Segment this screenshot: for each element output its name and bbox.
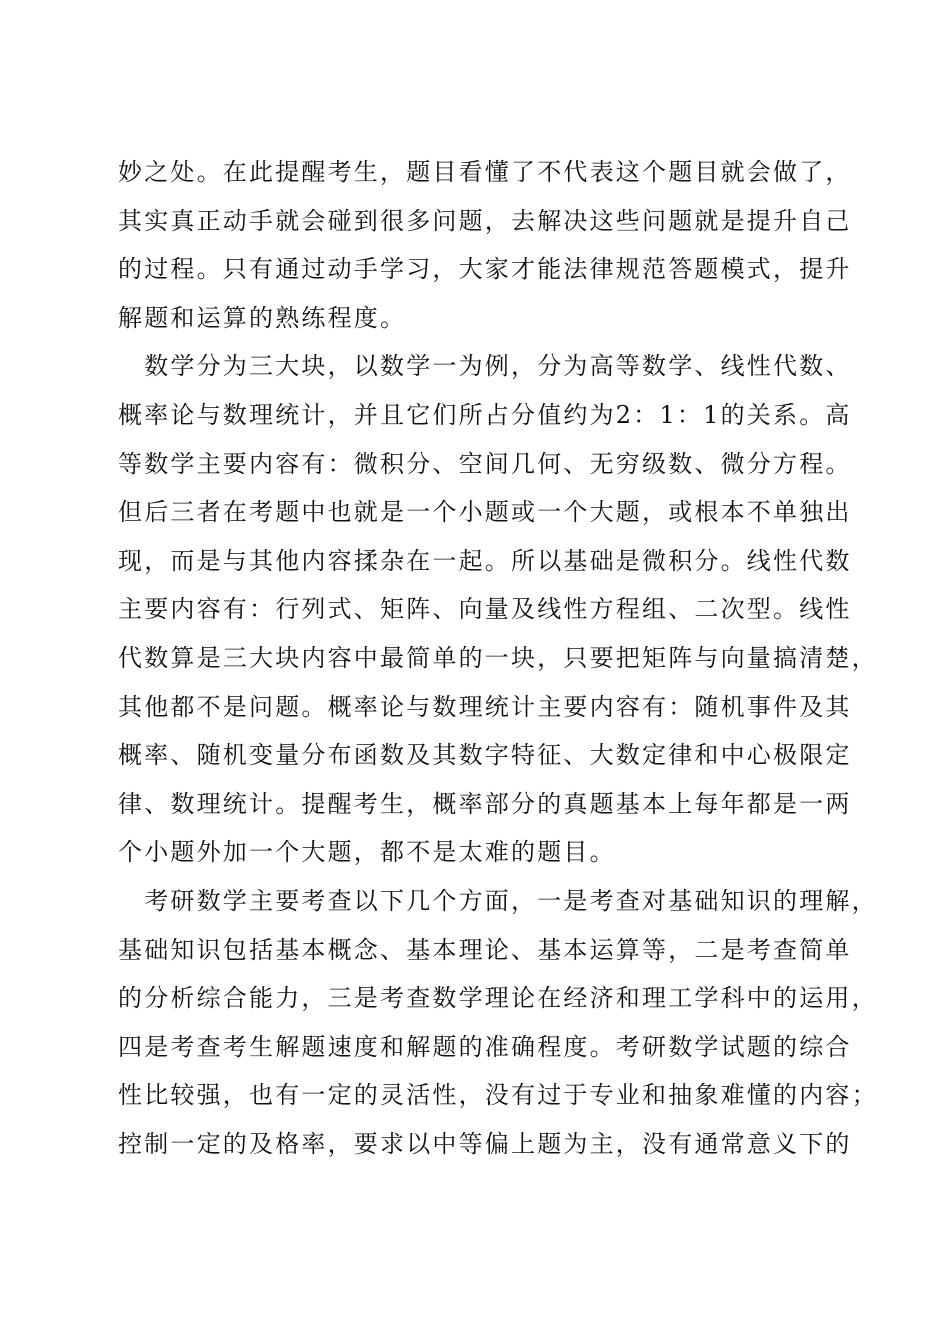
text-line: 概率、随机变量分布函数及其数字特征、大数定律和中心极限定 [118, 741, 852, 770]
text-line: 的分析综合能力，三是考查数学理论在经济和理工学科中的运用， [118, 984, 878, 1013]
text-line: 基础知识包括基本概念、基本理论、基本运算等，二是考查简单 [118, 935, 852, 964]
text-line: 个小题外加一个大题，都不是太难的题目。 [118, 838, 616, 867]
text-line: 现，而是与其他内容揉杂在一起。所以基础是微积分。线性代数 [118, 546, 852, 575]
text-line: 代数算是三大块内容中最简单的一块，只要把矩阵与向量搞清楚， [118, 643, 878, 672]
text-line: 其实真正动手就会碰到很多问题，去解决这些问题就是提升自己 [118, 206, 852, 235]
document-body [118, 148, 878, 1168]
text-line: 但后三者在考题中也就是一个小题或一个大题，或根本不单独出 [118, 498, 852, 527]
text-line: 其他都不是问题。概率论与数理统计主要内容有：随机事件及其 [118, 692, 852, 721]
text-line: 主要内容有：行列式、矩阵、向量及线性方程组、二次型。线性 [118, 595, 852, 624]
text-line: 律、数理统计。提醒考生，概率部分的真题基本上每年都是一两 [118, 789, 852, 818]
text-line: 等数学主要内容有：微积分、空间几何、无穷级数、微分方程。 [118, 449, 852, 478]
text-line: 妙之处。在此提醒考生，题目看懂了不代表这个题目就会做了， [118, 158, 852, 186]
text-line: 性比较强，也有一定的灵活性，没有过于专业和抽象难懂的内容； [118, 1081, 878, 1110]
text-line: 控制一定的及格率，要求以中等偏上题为主，没有通常意义下的 [118, 1129, 852, 1158]
text-line: 概率论与数理统计，并且它们所占分值约为2：1：1的关系。高 [118, 400, 852, 429]
text-line: 的过程。只有通过动手学习，大家才能法律规范答题模式，提升 [118, 255, 852, 284]
text-line: 考研数学主要考查以下几个方面，一是考查对基础知识的理解， [118, 886, 878, 915]
text-line: 数学分为三大块，以数学一为例，分为高等数学、线性代数、 [118, 352, 852, 381]
text-line: 解题和运算的熟练程度。 [118, 303, 407, 332]
text-line: 四是考查考生解题速度和解题的准确程度。考研数学试题的综合 [118, 1032, 852, 1061]
